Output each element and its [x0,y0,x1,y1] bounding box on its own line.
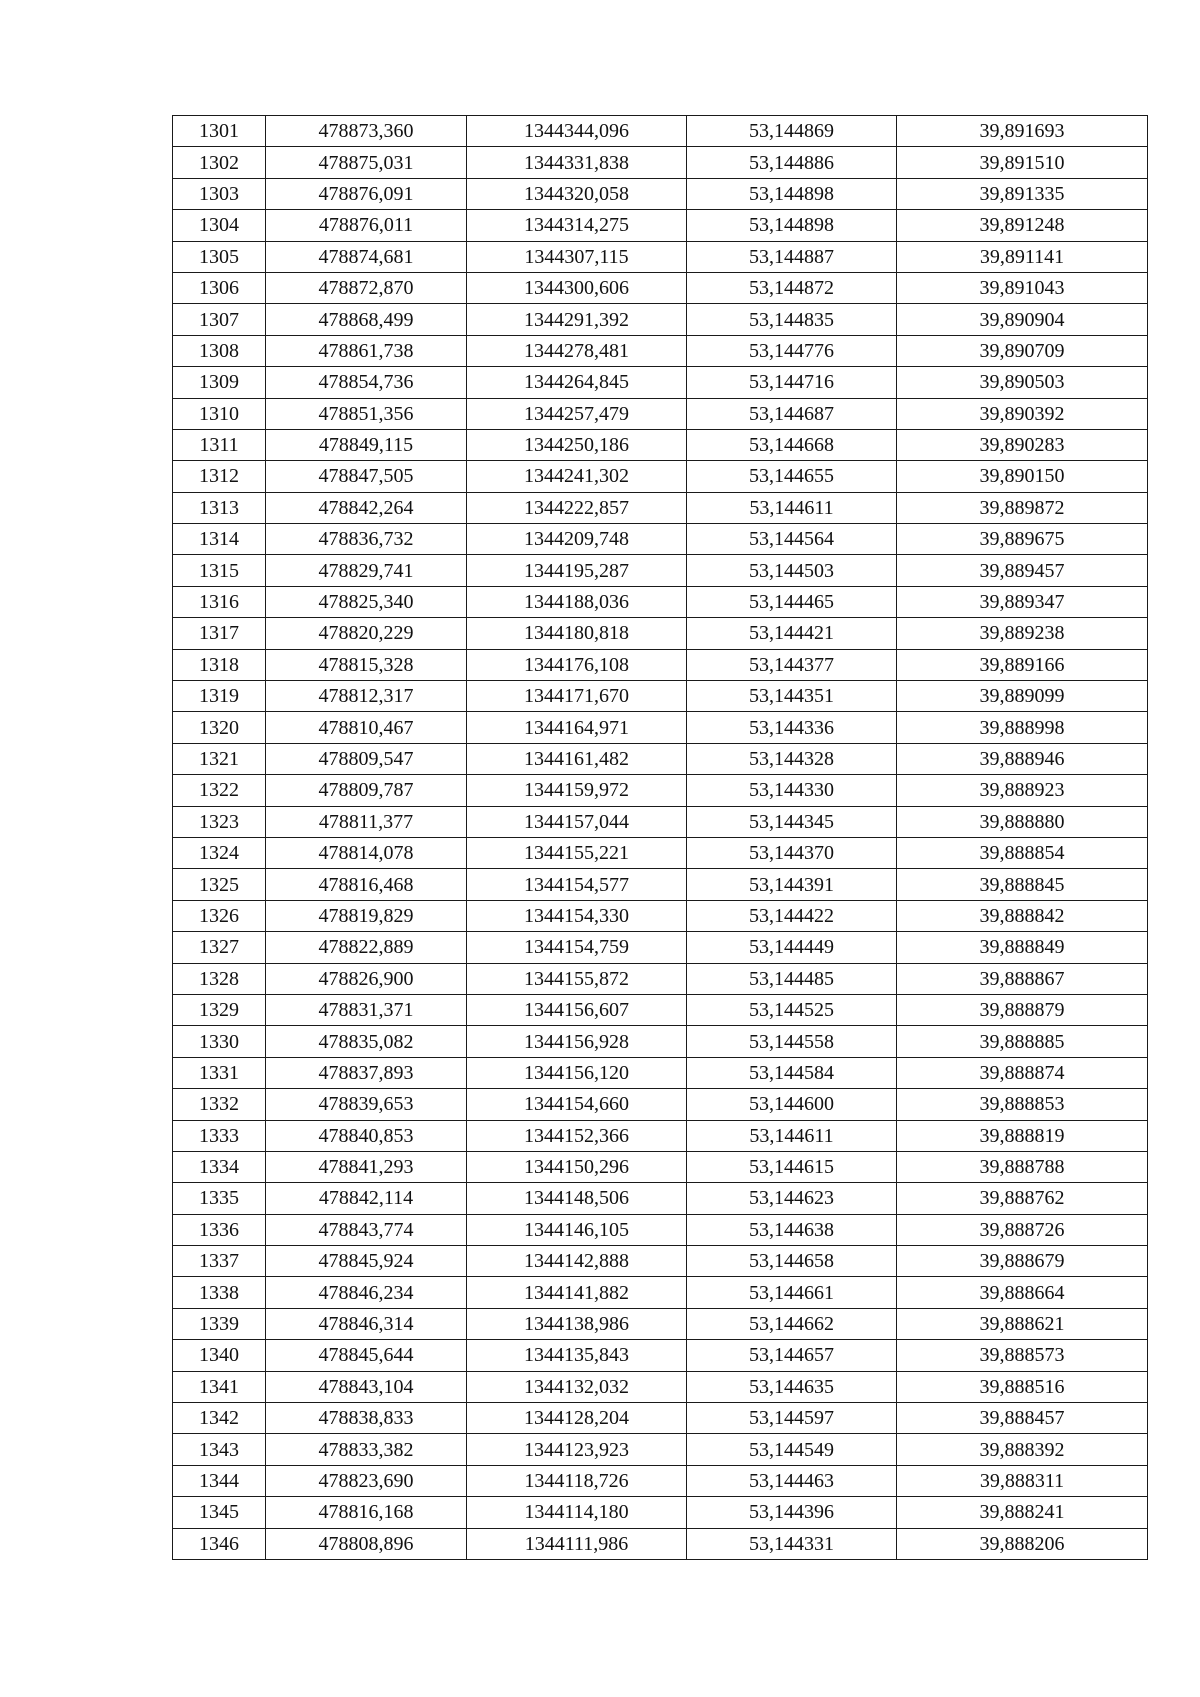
x-coordinate-cell: 478845,924 [266,1246,467,1277]
longitude-cell: 39,889872 [897,492,1148,523]
x-coordinate-cell: 478816,168 [266,1497,467,1528]
longitude-cell: 39,890503 [897,367,1148,398]
x-coordinate-cell: 478808,896 [266,1528,467,1559]
latitude-cell: 53,144463 [687,1465,897,1496]
x-coordinate-cell: 478814,078 [266,837,467,868]
point-number-cell: 1302 [173,147,266,178]
y-coordinate-cell: 1344154,330 [467,900,687,931]
y-coordinate-cell: 1344209,748 [467,524,687,555]
latitude-cell: 53,144615 [687,1151,897,1182]
longitude-cell: 39,890709 [897,335,1148,366]
x-coordinate-cell: 478840,853 [266,1120,467,1151]
table-row [173,1340,1148,1371]
point-number-cell: 1337 [173,1246,266,1277]
point-number-cell: 1311 [173,429,266,460]
y-coordinate-cell: 1344331,838 [467,147,687,178]
x-coordinate-cell: 478843,104 [266,1371,467,1402]
x-coordinate-cell: 478873,360 [266,116,467,147]
y-coordinate-cell: 1344278,481 [467,335,687,366]
y-coordinate-cell: 1344123,923 [467,1434,687,1465]
table-row [173,1497,1148,1528]
y-coordinate-cell: 1344154,660 [467,1089,687,1120]
longitude-cell: 39,888788 [897,1151,1148,1182]
latitude-cell: 53,144328 [687,743,897,774]
point-number-cell: 1342 [173,1403,266,1434]
latitude-cell: 53,144391 [687,869,897,900]
point-number-cell: 1305 [173,241,266,272]
point-number-cell: 1333 [173,1120,266,1151]
table-row [173,1465,1148,1496]
y-coordinate-cell: 1344141,882 [467,1277,687,1308]
x-coordinate-cell: 478842,264 [266,492,467,523]
x-coordinate-cell: 478861,738 [266,335,467,366]
y-coordinate-cell: 1344222,857 [467,492,687,523]
table-row [173,900,1148,931]
longitude-cell: 39,888457 [897,1403,1148,1434]
table-row [173,398,1148,429]
table-row [173,649,1148,680]
x-coordinate-cell: 478831,371 [266,994,467,1025]
point-number-cell: 1309 [173,367,266,398]
y-coordinate-cell: 1344180,818 [467,618,687,649]
latitude-cell: 53,144662 [687,1308,897,1339]
latitude-cell: 53,144564 [687,524,897,555]
x-coordinate-cell: 478875,031 [266,147,467,178]
longitude-cell: 39,888867 [897,963,1148,994]
latitude-cell: 53,144558 [687,1026,897,1057]
x-coordinate-cell: 478851,356 [266,398,467,429]
x-coordinate-cell: 478845,644 [266,1340,467,1371]
table-row [173,869,1148,900]
y-coordinate-cell: 1344188,036 [467,586,687,617]
x-coordinate-cell: 478846,314 [266,1308,467,1339]
table-row [173,963,1148,994]
longitude-cell: 39,888392 [897,1434,1148,1465]
latitude-cell: 53,144503 [687,555,897,586]
y-coordinate-cell: 1344291,392 [467,304,687,335]
y-coordinate-cell: 1344150,296 [467,1151,687,1182]
point-number-cell: 1343 [173,1434,266,1465]
latitude-cell: 53,144370 [687,837,897,868]
table-row [173,1151,1148,1182]
point-number-cell: 1321 [173,743,266,774]
latitude-cell: 53,144835 [687,304,897,335]
point-number-cell: 1332 [173,1089,266,1120]
y-coordinate-cell: 1344307,115 [467,241,687,272]
y-coordinate-cell: 1344114,180 [467,1497,687,1528]
y-coordinate-cell: 1344250,186 [467,429,687,460]
table-row [173,586,1148,617]
point-number-cell: 1304 [173,210,266,241]
y-coordinate-cell: 1344152,366 [467,1120,687,1151]
point-number-cell: 1308 [173,335,266,366]
y-coordinate-cell: 1344155,872 [467,963,687,994]
y-coordinate-cell: 1344154,759 [467,932,687,963]
point-number-cell: 1335 [173,1183,266,1214]
table-row [173,681,1148,712]
x-coordinate-cell: 478846,234 [266,1277,467,1308]
x-coordinate-cell: 478815,328 [266,649,467,680]
table-row [173,712,1148,743]
latitude-cell: 53,144872 [687,272,897,303]
latitude-cell: 53,144584 [687,1057,897,1088]
x-coordinate-cell: 478843,774 [266,1214,467,1245]
y-coordinate-cell: 1344135,843 [467,1340,687,1371]
y-coordinate-cell: 1344320,058 [467,178,687,209]
longitude-cell: 39,888762 [897,1183,1148,1214]
y-coordinate-cell: 1344176,108 [467,649,687,680]
longitude-cell: 39,889099 [897,681,1148,712]
x-coordinate-cell: 478854,736 [266,367,467,398]
x-coordinate-cell: 478837,893 [266,1057,467,1088]
point-number-cell: 1310 [173,398,266,429]
point-number-cell: 1312 [173,461,266,492]
latitude-cell: 53,144635 [687,1371,897,1402]
y-coordinate-cell: 1344157,044 [467,806,687,837]
longitude-cell: 39,888885 [897,1026,1148,1057]
table-row [173,1183,1148,1214]
point-number-cell: 1326 [173,900,266,931]
longitude-cell: 39,890283 [897,429,1148,460]
longitude-cell: 39,888845 [897,869,1148,900]
latitude-cell: 53,144351 [687,681,897,712]
latitude-cell: 53,144465 [687,586,897,617]
table-row [173,994,1148,1025]
x-coordinate-cell: 478826,900 [266,963,467,994]
table-row [173,932,1148,963]
table-row [173,743,1148,774]
y-coordinate-cell: 1344156,607 [467,994,687,1025]
y-coordinate-cell: 1344155,221 [467,837,687,868]
longitude-cell: 39,888880 [897,806,1148,837]
latitude-cell: 53,144638 [687,1214,897,1245]
y-coordinate-cell: 1344128,204 [467,1403,687,1434]
point-number-cell: 1341 [173,1371,266,1402]
longitude-cell: 39,891510 [897,147,1148,178]
y-coordinate-cell: 1344118,726 [467,1465,687,1496]
table-row [173,335,1148,366]
latitude-cell: 53,144655 [687,461,897,492]
table-row [173,1120,1148,1151]
latitude-cell: 53,144336 [687,712,897,743]
x-coordinate-cell: 478812,317 [266,681,467,712]
longitude-cell: 39,888849 [897,932,1148,963]
table-row [173,429,1148,460]
latitude-cell: 53,144716 [687,367,897,398]
latitude-cell: 53,144887 [687,241,897,272]
y-coordinate-cell: 1344148,506 [467,1183,687,1214]
longitude-cell: 39,889675 [897,524,1148,555]
coordinates-table-body [173,116,1148,1560]
longitude-cell: 39,889457 [897,555,1148,586]
latitude-cell: 53,144658 [687,1246,897,1277]
latitude-cell: 53,144421 [687,618,897,649]
table-row [173,210,1148,241]
latitude-cell: 53,144331 [687,1528,897,1559]
longitude-cell: 39,888241 [897,1497,1148,1528]
longitude-cell: 39,891693 [897,116,1148,147]
point-number-cell: 1329 [173,994,266,1025]
latitude-cell: 53,144898 [687,210,897,241]
point-number-cell: 1303 [173,178,266,209]
table-row [173,618,1148,649]
point-number-cell: 1328 [173,963,266,994]
x-coordinate-cell: 478835,082 [266,1026,467,1057]
latitude-cell: 53,144687 [687,398,897,429]
longitude-cell: 39,888923 [897,775,1148,806]
point-number-cell: 1325 [173,869,266,900]
point-number-cell: 1334 [173,1151,266,1182]
x-coordinate-cell: 478876,091 [266,178,467,209]
y-coordinate-cell: 1344164,971 [467,712,687,743]
x-coordinate-cell: 478838,833 [266,1403,467,1434]
point-number-cell: 1318 [173,649,266,680]
point-number-cell: 1317 [173,618,266,649]
latitude-cell: 53,144661 [687,1277,897,1308]
x-coordinate-cell: 478839,653 [266,1089,467,1120]
table-row [173,806,1148,837]
latitude-cell: 53,144525 [687,994,897,1025]
longitude-cell: 39,890904 [897,304,1148,335]
longitude-cell: 39,888516 [897,1371,1148,1402]
x-coordinate-cell: 478841,293 [266,1151,467,1182]
table-row [173,1403,1148,1434]
table-row [173,147,1148,178]
longitude-cell: 39,888311 [897,1465,1148,1496]
latitude-cell: 53,144869 [687,116,897,147]
x-coordinate-cell: 478872,870 [266,272,467,303]
point-number-cell: 1314 [173,524,266,555]
latitude-cell: 53,144886 [687,147,897,178]
longitude-cell: 39,890150 [897,461,1148,492]
coordinates-table [172,115,1148,1560]
point-number-cell: 1315 [173,555,266,586]
table-row [173,1434,1148,1465]
x-coordinate-cell: 478868,499 [266,304,467,335]
x-coordinate-cell: 478847,505 [266,461,467,492]
latitude-cell: 53,144611 [687,1120,897,1151]
latitude-cell: 53,144485 [687,963,897,994]
x-coordinate-cell: 478842,114 [266,1183,467,1214]
table-row [173,241,1148,272]
table-row [173,1308,1148,1339]
latitude-cell: 53,144600 [687,1089,897,1120]
longitude-cell: 39,888679 [897,1246,1148,1277]
longitude-cell: 39,888726 [897,1214,1148,1245]
point-number-cell: 1338 [173,1277,266,1308]
longitude-cell: 39,888879 [897,994,1148,1025]
point-number-cell: 1313 [173,492,266,523]
x-coordinate-cell: 478836,732 [266,524,467,555]
y-coordinate-cell: 1344241,302 [467,461,687,492]
y-coordinate-cell: 1344142,888 [467,1246,687,1277]
longitude-cell: 39,891141 [897,241,1148,272]
table-row [173,461,1148,492]
longitude-cell: 39,888854 [897,837,1148,868]
y-coordinate-cell: 1344171,670 [467,681,687,712]
point-number-cell: 1331 [173,1057,266,1088]
point-number-cell: 1339 [173,1308,266,1339]
table-row [173,524,1148,555]
point-number-cell: 1344 [173,1465,266,1496]
x-coordinate-cell: 478816,468 [266,869,467,900]
x-coordinate-cell: 478874,681 [266,241,467,272]
point-number-cell: 1320 [173,712,266,743]
table-row [173,367,1148,398]
latitude-cell: 53,144657 [687,1340,897,1371]
x-coordinate-cell: 478820,229 [266,618,467,649]
table-row [173,1089,1148,1120]
x-coordinate-cell: 478809,547 [266,743,467,774]
longitude-cell: 39,888874 [897,1057,1148,1088]
y-coordinate-cell: 1344138,986 [467,1308,687,1339]
longitude-cell: 39,888664 [897,1277,1148,1308]
point-number-cell: 1324 [173,837,266,868]
longitude-cell: 39,888842 [897,900,1148,931]
y-coordinate-cell: 1344159,972 [467,775,687,806]
table-row [173,1371,1148,1402]
y-coordinate-cell: 1344264,845 [467,367,687,398]
latitude-cell: 53,144623 [687,1183,897,1214]
table-row [173,178,1148,209]
point-number-cell: 1301 [173,116,266,147]
longitude-cell: 39,889238 [897,618,1148,649]
point-number-cell: 1327 [173,932,266,963]
y-coordinate-cell: 1344156,928 [467,1026,687,1057]
x-coordinate-cell: 478811,377 [266,806,467,837]
longitude-cell: 39,888853 [897,1089,1148,1120]
longitude-cell: 39,891335 [897,178,1148,209]
y-coordinate-cell: 1344156,120 [467,1057,687,1088]
table-row [173,1214,1148,1245]
x-coordinate-cell: 478822,889 [266,932,467,963]
x-coordinate-cell: 478833,382 [266,1434,467,1465]
x-coordinate-cell: 478876,011 [266,210,467,241]
latitude-cell: 53,144776 [687,335,897,366]
longitude-cell: 39,888946 [897,743,1148,774]
table-row [173,1277,1148,1308]
latitude-cell: 53,144396 [687,1497,897,1528]
point-number-cell: 1306 [173,272,266,303]
table-row [173,555,1148,586]
point-number-cell: 1316 [173,586,266,617]
longitude-cell: 39,891043 [897,272,1148,303]
point-number-cell: 1330 [173,1026,266,1057]
longitude-cell: 39,888621 [897,1308,1148,1339]
latitude-cell: 53,144345 [687,806,897,837]
latitude-cell: 53,144549 [687,1434,897,1465]
x-coordinate-cell: 478810,467 [266,712,467,743]
table-row [173,492,1148,523]
y-coordinate-cell: 1344314,275 [467,210,687,241]
latitude-cell: 53,144330 [687,775,897,806]
latitude-cell: 53,144449 [687,932,897,963]
y-coordinate-cell: 1344146,105 [467,1214,687,1245]
point-number-cell: 1323 [173,806,266,837]
y-coordinate-cell: 1344195,287 [467,555,687,586]
longitude-cell: 39,890392 [897,398,1148,429]
y-coordinate-cell: 1344344,096 [467,116,687,147]
table-row [173,775,1148,806]
table-row [173,272,1148,303]
x-coordinate-cell: 478819,829 [266,900,467,931]
point-number-cell: 1346 [173,1528,266,1559]
longitude-cell: 39,889347 [897,586,1148,617]
y-coordinate-cell: 1344257,479 [467,398,687,429]
point-number-cell: 1319 [173,681,266,712]
x-coordinate-cell: 478823,690 [266,1465,467,1496]
y-coordinate-cell: 1344132,032 [467,1371,687,1402]
longitude-cell: 39,888206 [897,1528,1148,1559]
y-coordinate-cell: 1344300,606 [467,272,687,303]
point-number-cell: 1307 [173,304,266,335]
latitude-cell: 53,144898 [687,178,897,209]
latitude-cell: 53,144377 [687,649,897,680]
y-coordinate-cell: 1344161,482 [467,743,687,774]
point-number-cell: 1340 [173,1340,266,1371]
x-coordinate-cell: 478849,115 [266,429,467,460]
latitude-cell: 53,144668 [687,429,897,460]
table-row [173,1057,1148,1088]
point-number-cell: 1345 [173,1497,266,1528]
point-number-cell: 1322 [173,775,266,806]
table-row [173,116,1148,147]
table-row [173,837,1148,868]
longitude-cell: 39,889166 [897,649,1148,680]
y-coordinate-cell: 1344111,986 [467,1528,687,1559]
table-row [173,1026,1148,1057]
longitude-cell: 39,891248 [897,210,1148,241]
latitude-cell: 53,144611 [687,492,897,523]
point-number-cell: 1336 [173,1214,266,1245]
table-row [173,1528,1148,1559]
latitude-cell: 53,144597 [687,1403,897,1434]
table-row [173,1246,1148,1277]
longitude-cell: 39,888998 [897,712,1148,743]
latitude-cell: 53,144422 [687,900,897,931]
y-coordinate-cell: 1344154,577 [467,869,687,900]
x-coordinate-cell: 478825,340 [266,586,467,617]
longitude-cell: 39,888573 [897,1340,1148,1371]
table-row [173,304,1148,335]
longitude-cell: 39,888819 [897,1120,1148,1151]
x-coordinate-cell: 478829,741 [266,555,467,586]
x-coordinate-cell: 478809,787 [266,775,467,806]
